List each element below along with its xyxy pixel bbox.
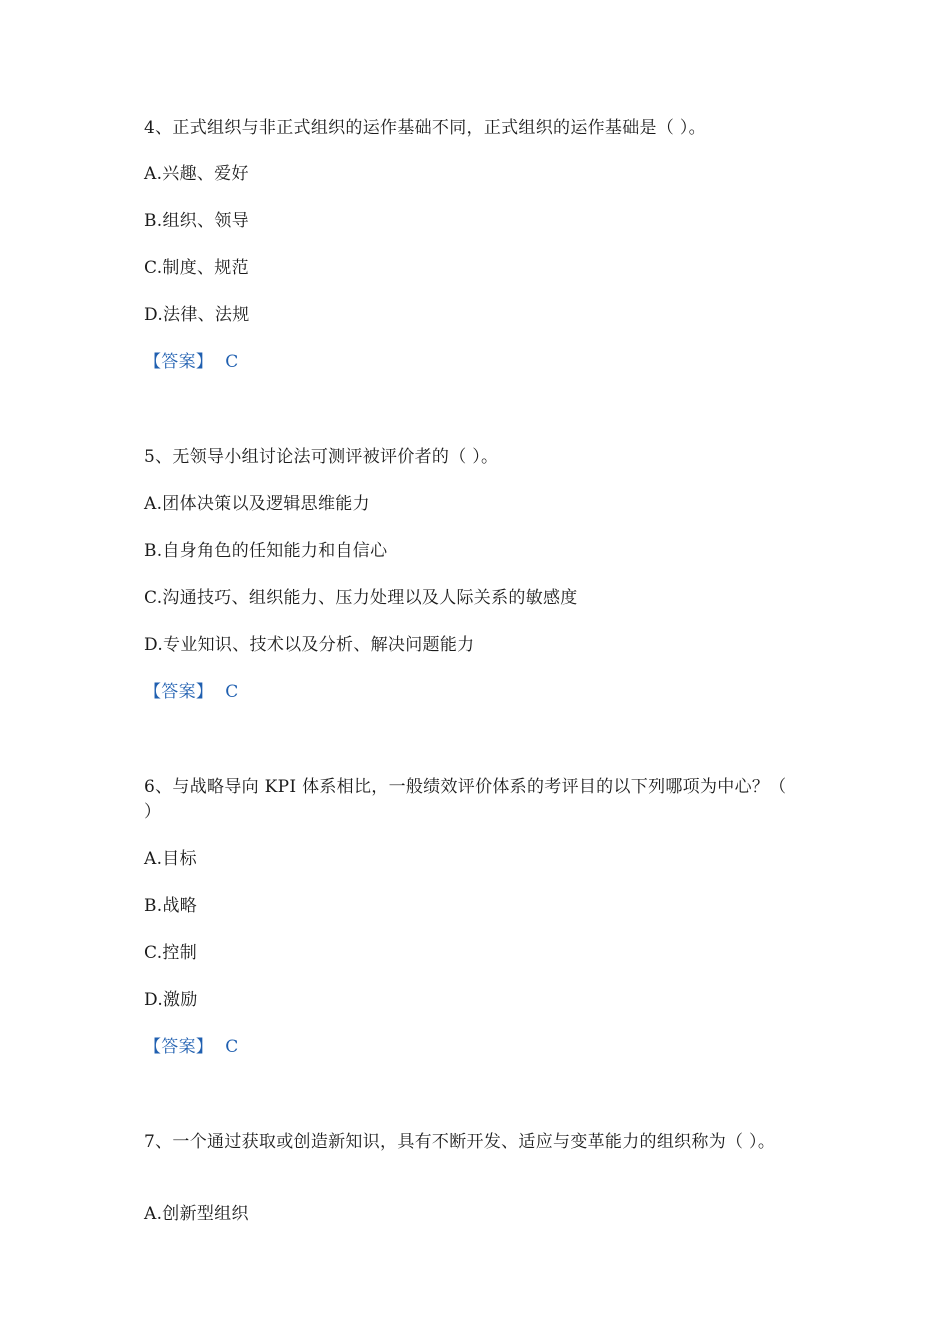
question-4-option-c: C.制度、规范 — [144, 258, 249, 278]
question-6-option-b: B.战略 — [144, 896, 198, 916]
answer-label: 【答案】 — [144, 682, 214, 702]
question-4-answer — [144, 350, 804, 374]
answer-value: C — [225, 682, 239, 702]
question-4-stem: 4、正式组织与非正式组织的运作基础不同，正式组织的运作基础是（ ）。 — [144, 118, 706, 138]
question-5-option-d: D.专业知识、技术以及分析、解决问题能力 — [144, 635, 475, 655]
question-7-option-a: A.创新型组织 — [144, 1204, 249, 1224]
question-5-option-b: B.自身角色的任知能力和自信心 — [144, 541, 388, 561]
question-6-option-d: D.激励 — [144, 990, 198, 1010]
answer-value: C — [225, 1037, 239, 1057]
question-5-option-c: C.沟通技巧、组织能力、压力处理以及人际关系的敏感度 — [144, 588, 578, 608]
question-6-stem: 6、与战略导向 KPI 体系相比，一般绩效评价体系的考评目的以下列哪项为中心？（ ） — [144, 777, 787, 822]
answer-label: 【答案】 — [144, 352, 214, 372]
question-6-option-a: A.目标 — [144, 849, 197, 869]
question-7-stem: 7、一个通过获取或创造新知识，具有不断开发、适应与变革能力的组织称为（ ）。 — [144, 1132, 776, 1152]
question-4-option-a: A.兴趣、爱好 — [144, 164, 249, 184]
question-5-stem: 5、无领导小组讨论法可测评被评价者的（ ）。 — [144, 447, 499, 467]
question-4-option-d: D.法律、法规 — [144, 305, 250, 325]
question-6-option-c: C.控制 — [144, 943, 198, 963]
question-4-option-b: B.组织、领导 — [144, 211, 249, 231]
question-5-answer — [144, 680, 804, 704]
question-5-option-a: A.团体决策以及逻辑思维能力 — [144, 494, 370, 514]
question-6-answer — [144, 1035, 804, 1059]
answer-label: 【答案】 — [144, 1037, 214, 1057]
answer-value: C — [225, 352, 239, 372]
